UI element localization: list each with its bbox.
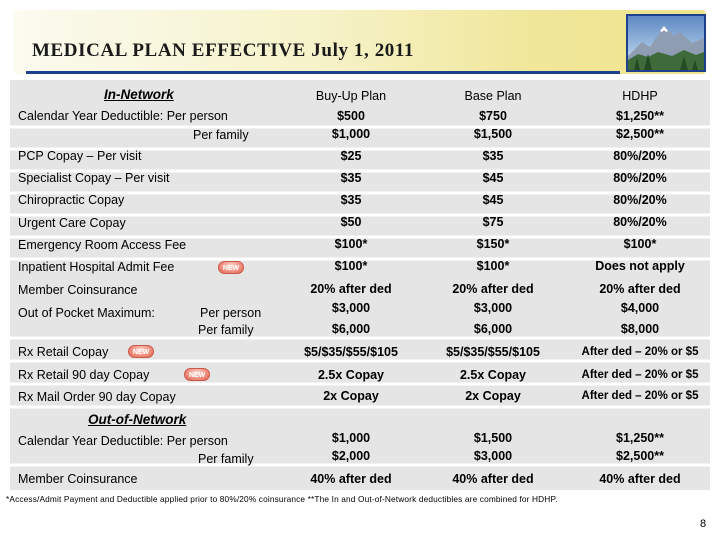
row-label-rx-retail: Rx Retail Copay: [18, 345, 109, 359]
row-label-oon-per-family: Per family: [198, 452, 254, 466]
rx-90-hdhp: After ded – 20% or $5: [581, 369, 699, 381]
in-network-header: In-Network: [104, 87, 174, 102]
coins-hdhp: 20% after ded: [599, 282, 681, 296]
oon-deductible-buyup-person: $1,000: [331, 431, 371, 445]
inpatient-buyup: $100*: [334, 259, 368, 273]
chiro-hdhp: 80%/20%: [613, 193, 667, 207]
rx-90-base: 2.5x Copay: [459, 368, 526, 382]
pcp-hdhp: 80%/20%: [613, 149, 667, 163]
rx-retail-base: $5/$35/$55/$105: [446, 345, 540, 359]
er-hdhp: $100*: [623, 237, 657, 251]
deductible-buyup-person: $500: [337, 109, 365, 123]
row-label-rx-mail: Rx Mail Order 90 day Copay: [18, 390, 176, 404]
oon-coins-hdhp: 40% after ded: [599, 472, 681, 486]
page-number: 8: [700, 518, 707, 530]
deductible-hdhp-family: $2,500**: [616, 127, 664, 141]
specialist-buyup: $35: [340, 171, 362, 185]
oon-deductible-base-family: $3,000: [473, 449, 513, 463]
row-label-inpatient: Inpatient Hospital Admit Fee: [18, 260, 175, 274]
row-label-per-family: Per family: [193, 128, 249, 142]
row-label-chiro: Chiropractic Copay: [18, 193, 125, 207]
coins-base: 20% after ded: [452, 282, 534, 296]
row-label-oon-coinsurance: Member Coinsurance: [18, 472, 138, 486]
col-base-plan: Base Plan: [464, 89, 522, 103]
oon-deductible-buyup-family: $2,000: [331, 449, 371, 463]
row-label-urgent: Urgent Care Copay: [18, 216, 126, 230]
oop-buyup-person: $3,000: [331, 301, 371, 315]
row-label-oop: Out of Pocket Maximum:: [18, 306, 155, 320]
slide-header: [14, 10, 706, 74]
oop-hdhp-family: $8,000: [620, 322, 660, 336]
row-label-er: Emergency Room Access Fee: [18, 238, 187, 252]
rx-retail-buyup: $5/$35/$55/$105: [304, 345, 398, 359]
deductible-base-person: $750: [479, 109, 507, 123]
inpatient-base: $100*: [476, 259, 510, 273]
mountain-photo: [626, 14, 706, 72]
rx-90-buyup: 2.5x Copay: [317, 368, 384, 382]
oop-per-family: Per family: [198, 323, 254, 337]
mountain-image: [628, 16, 704, 70]
new-badge-inpatient: NEW: [218, 261, 244, 274]
oop-per-person: Per person: [200, 306, 262, 320]
oon-coins-base: 40% after ded: [452, 472, 534, 486]
oop-base-person: $3,000: [473, 301, 513, 315]
row-label-coinsurance: Member Coinsurance: [18, 283, 138, 297]
col-hdhp: HDHP: [622, 89, 658, 103]
urgent-hdhp: 80%/20%: [613, 215, 667, 229]
footnote: *Access/Admit Payment and Deductible applied prior to 80%/20% coinsurance **The In and Out-of-Network deductibles are combined for HDHP.: [6, 494, 558, 504]
chiro-base: $45: [482, 193, 504, 207]
out-network-header: Out-of-Network: [88, 412, 187, 427]
new-badge-rx-90: NEW: [184, 368, 210, 381]
pcp-buyup: $25: [340, 149, 362, 163]
deductible-hdhp-person: $1,250**: [616, 109, 664, 123]
pcp-base: $35: [482, 149, 504, 163]
inpatient-hdhp: Does not apply: [595, 259, 685, 273]
specialist-hdhp: 80%/20%: [613, 171, 667, 185]
row-label-pcp: PCP Copay – Per visit: [18, 149, 142, 163]
rx-mail-hdhp: After ded – 20% or $5: [581, 390, 699, 402]
col-buy-up-plan: Buy-Up Plan: [315, 89, 387, 103]
oop-hdhp-person: $4,000: [620, 301, 660, 315]
deductible-base-family: $1,500: [473, 127, 513, 141]
rx-retail-hdhp: After ded – 20% or $5: [581, 346, 699, 358]
row-label-specialist: Specialist Copay – Per visit: [18, 171, 170, 185]
page-title: MEDICAL PLAN EFFECTIVE July 1, 2011: [32, 40, 415, 61]
oop-buyup-family: $6,000: [331, 322, 371, 336]
urgent-buyup: $50: [340, 215, 362, 229]
oon-coins-buyup: 40% after ded: [310, 472, 392, 486]
oon-deductible-hdhp-person: $1,250**: [616, 431, 664, 445]
header-underline: [26, 71, 620, 74]
rx-mail-base: 2x Copay: [465, 389, 521, 403]
rx-mail-buyup: 2x Copay: [323, 389, 379, 403]
oon-deductible-hdhp-family: $2,500**: [616, 449, 664, 463]
oop-base-family: $6,000: [473, 322, 513, 336]
new-badge-rx-retail: NEW: [128, 345, 154, 358]
coins-buyup: 20% after ded: [310, 282, 392, 296]
oon-deductible-base-person: $1,500: [473, 431, 513, 445]
er-base: $150*: [476, 237, 510, 251]
row-label-deductible: Calendar Year Deductible: Per person: [18, 109, 228, 123]
er-buyup: $100*: [334, 237, 368, 251]
deductible-buyup-family: $1,000: [331, 127, 371, 141]
row-label-rx-90: Rx Retail 90 day Copay: [18, 368, 150, 382]
chiro-buyup: $35: [340, 193, 362, 207]
specialist-base: $45: [482, 171, 504, 185]
urgent-base: $75: [482, 215, 504, 229]
row-label-oon-deductible: Calendar Year Deductible: Per person: [18, 434, 228, 448]
